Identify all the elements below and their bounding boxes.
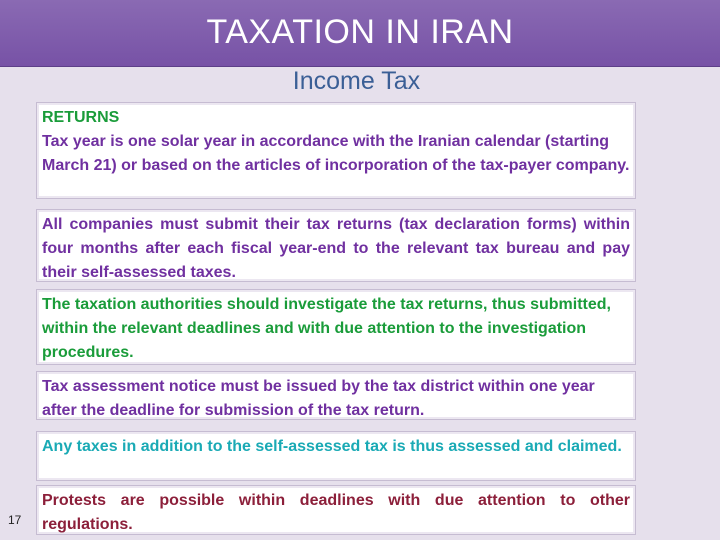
submission-text: All companies must submit their tax returns (tax declaration forms) within four months after each fiscal year-end to the relevant tax bureau and pay their self-assessed taxes. [42, 216, 630, 281]
returns-heading: RETURNS [42, 109, 120, 126]
investigation-text: The taxation authorities should investigate the tax returns, thus submitted, within the relevant deadlines and with due attention to the investigation procedures. [42, 296, 611, 361]
assessment-notice-paragraph-box [36, 371, 636, 420]
page-number: 17 [8, 513, 22, 527]
slide-title: TAXATION IN IRAN [206, 13, 514, 51]
returns-paragraph-box [36, 102, 636, 199]
additional-taxes-paragraph-box [36, 431, 636, 481]
protests-text: Protests are possible within deadlines with due attention to other regulations. [42, 492, 630, 533]
submission-paragraph-box [36, 209, 636, 282]
protests-paragraph-box [36, 485, 636, 535]
assessment-notice-text: Tax assessment notice must be issued by the tax district within one year after the deadline for submission of the tax return. [42, 378, 595, 419]
additional-taxes-text: Any taxes in addition to the self-assessed tax is thus assessed and claimed. [42, 438, 622, 455]
investigation-paragraph-box [36, 289, 636, 365]
slide-subtitle: Income Tax [292, 67, 421, 95]
title-bar [0, 0, 720, 67]
tax-year-text: Tax year is one solar year in accordance with the Iranian calendar (starting March 21) or based on the articles of incorporation of the tax-payer company. [42, 133, 630, 174]
